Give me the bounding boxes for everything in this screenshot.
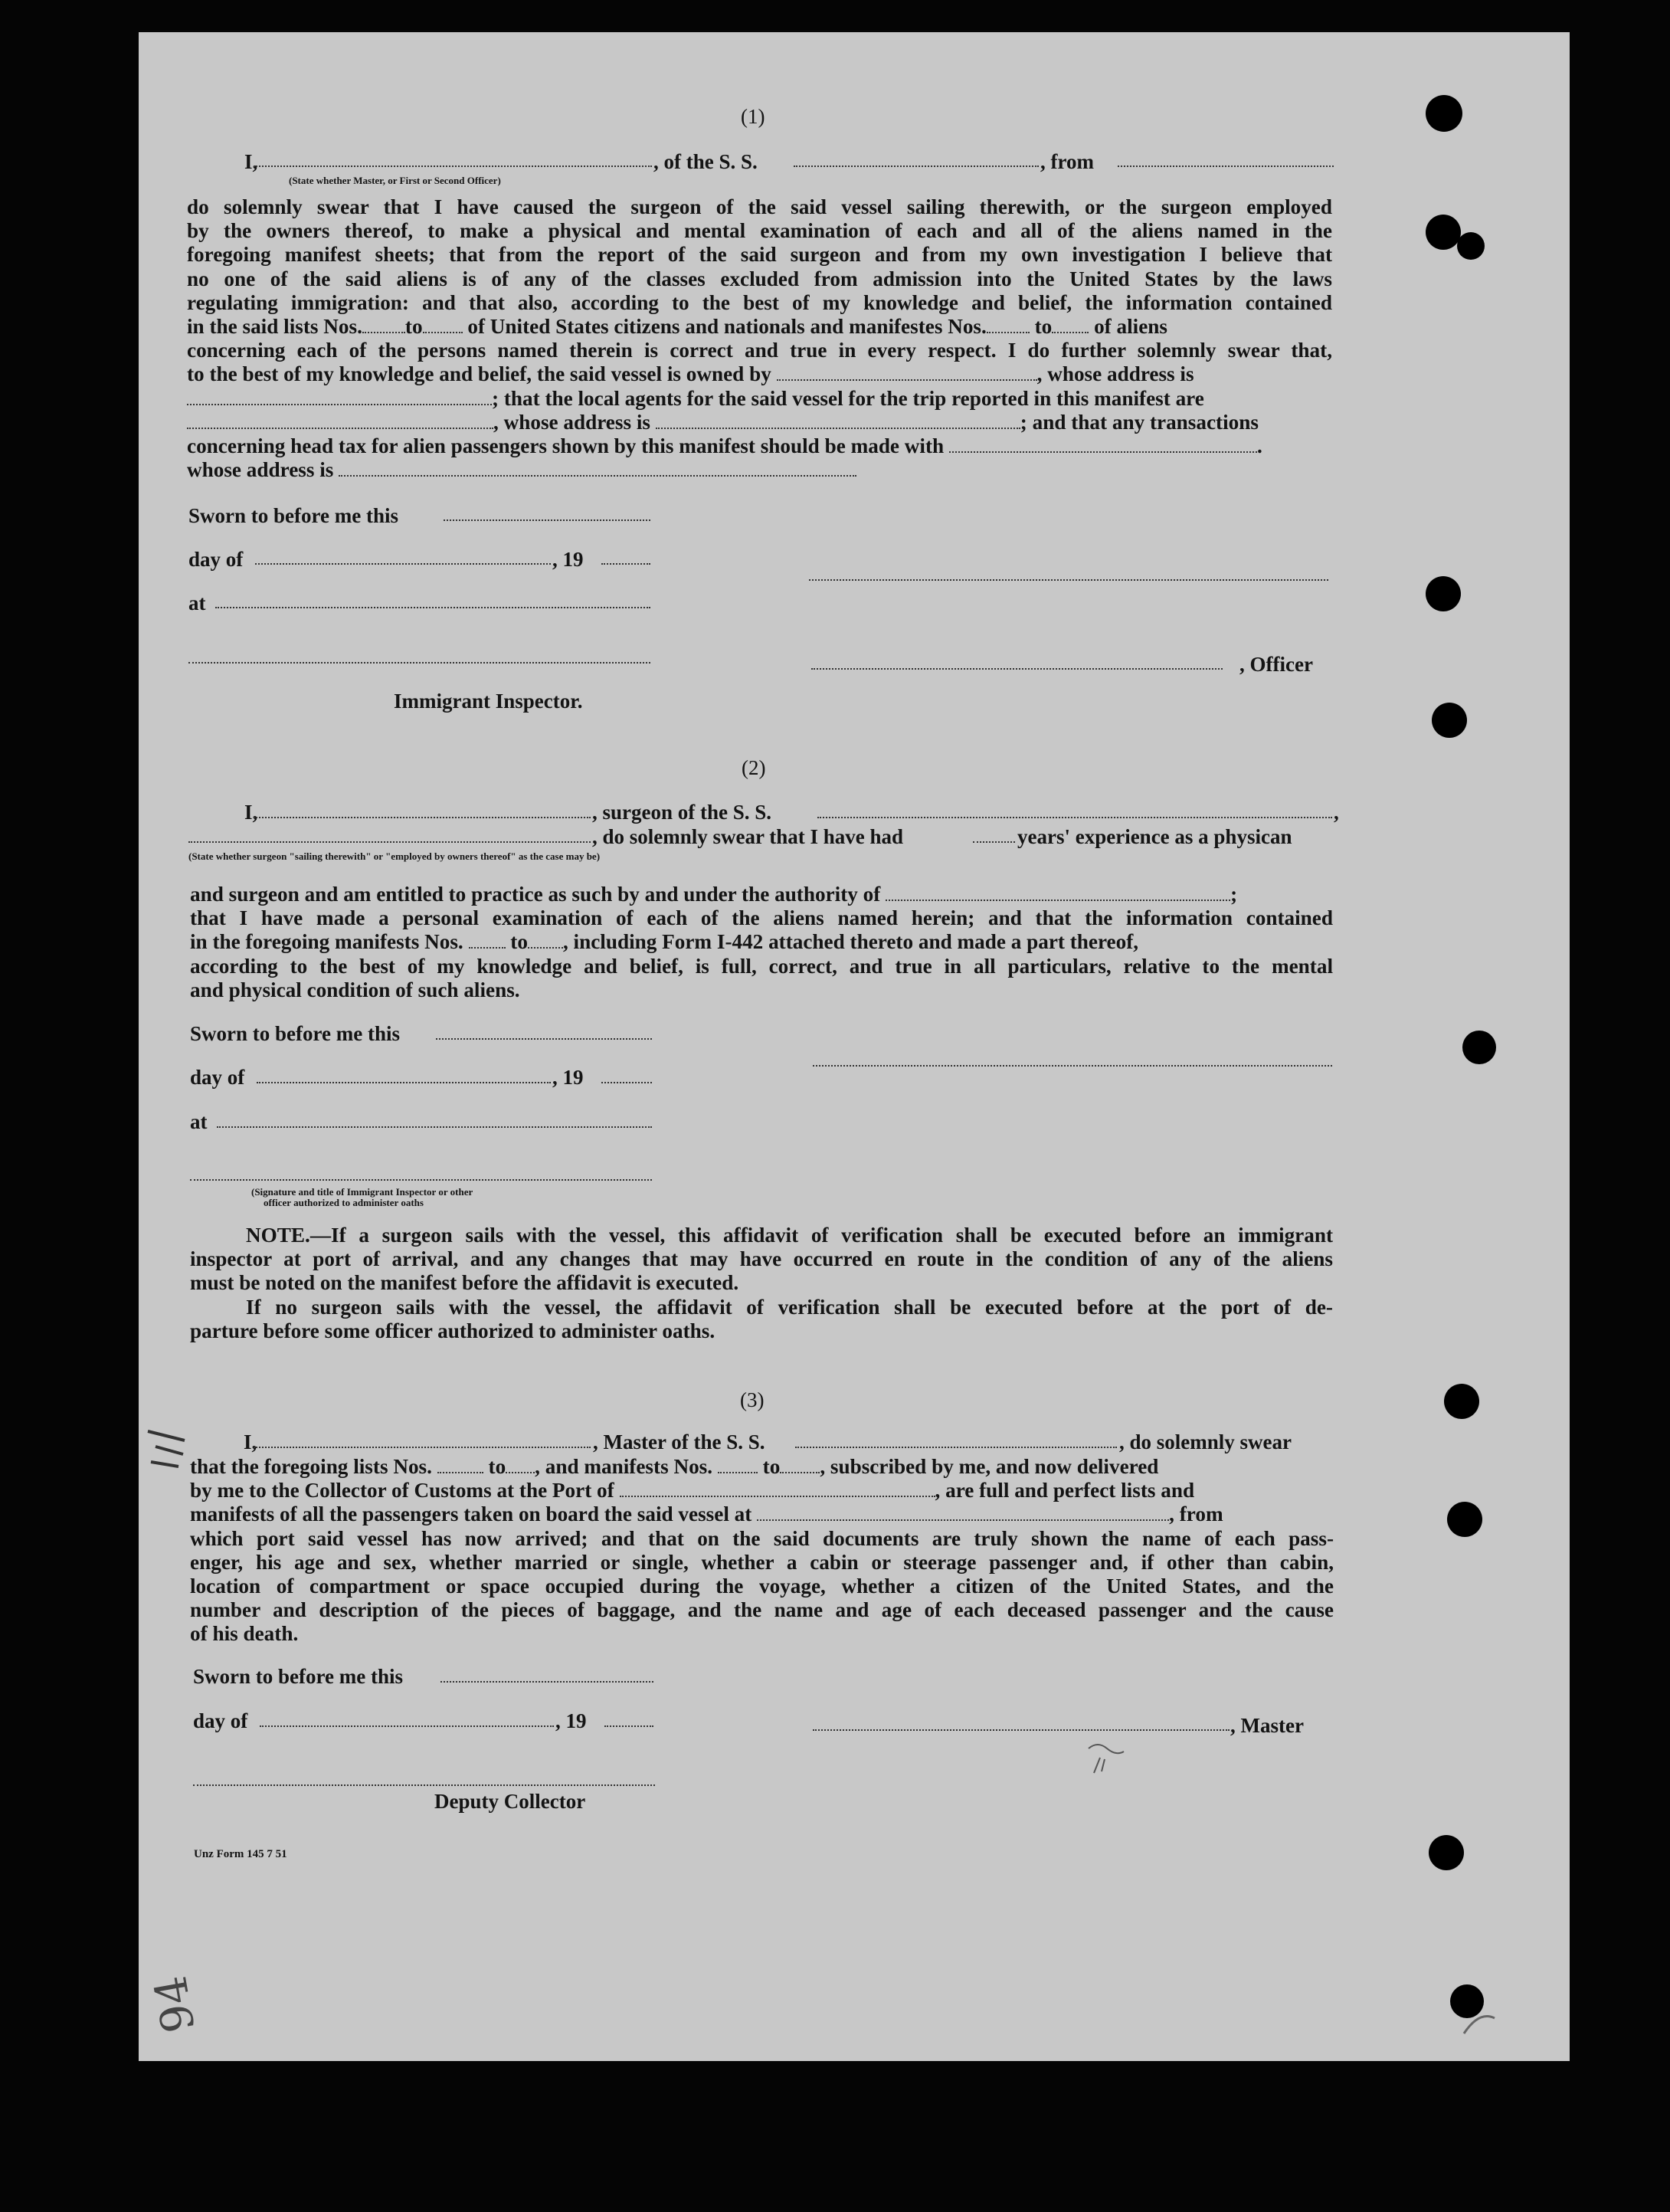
punch-hole <box>1426 576 1461 611</box>
section-1-number: (1) <box>741 105 765 128</box>
deputy-collector-label: Deputy Collector <box>434 1790 586 1813</box>
master-of-label: , Master of the S. S. <box>593 1430 765 1453</box>
signature-note-2: officer authorized to administer oaths <box>264 1197 424 1208</box>
document-page <box>139 32 1570 2061</box>
year-label-3: , 19 <box>555 1709 587 1732</box>
sworn-label-1: Sworn to before me this <box>188 504 398 527</box>
swear-label-2: , do solemnly swear that I have had <box>592 825 904 848</box>
at-label-1: at <box>188 592 206 614</box>
handwritten-scribbles <box>139 32 1570 2061</box>
year-label-2: , 19 <box>552 1066 584 1089</box>
section-1-i: I, <box>244 150 258 173</box>
surgeon-of-label: , surgeon of the S. S. <box>592 801 772 824</box>
form-identifier: Unz Form 145 7 51 <box>194 1848 287 1860</box>
punch-hole <box>1426 215 1461 250</box>
punch-hole <box>1447 1502 1482 1537</box>
day-of-label-1: day of <box>188 548 244 571</box>
from-label: , from <box>1040 150 1094 173</box>
surgeon-note-paragraph: NOTE.—If a surgeon sails with the vessel, this affidavit of verification shall be executed before an immigrant inspector at port of arrival, and any changes that may have occurred en route in the condition of any of the aliens must be noted on the manifest before the affidavit is executed. If no surgeon sails with the vessel, the affidavit of verification shall be executed before at the port of de- parture before some officer authorized to administer oaths. <box>190 1224 1333 1342</box>
immigrant-inspector-label: Immigrant Inspector. <box>394 690 583 713</box>
day-of-label-2: day of <box>190 1066 245 1089</box>
section-1-body: do solemnly swear that I have caused the surgeon of the said vessel sailing therewith, or the surgeon employed by the owners thereof, to make a physical and mental examination of each and all of the aliens named in the foregoing manifest sheets; that from the report of the said surgeon and from my own investigation I believe that no one of the said aliens is of any of the classes excluded from admission into the United States by the laws regulating immigration: and that also, according to the best of my knowledge and belief, the information contained in the said lists Nos. to of United States citizens and nationals and manifestes Nos. to of aliens concerning each of the persons named therein is correct and true in every respect. I do further solemnly swear that, to the best of my knowledge and belief, the said vessel is owned by , whose address is ; that the local agents for the said vessel for the trip reported in this manifest are , whose address is ; and that any transactions concerning head tax for alien passengers shown by this manifest should be made with . whose address is <box>187 195 1332 482</box>
officer-label: , Officer <box>1239 653 1313 676</box>
punch-hole <box>1457 232 1485 260</box>
signature-note-1: (Signature and title of Immigrant Inspector or other <box>251 1186 473 1198</box>
section-3-number: (3) <box>740 1388 765 1411</box>
punch-hole <box>1426 95 1462 132</box>
officer-note: (State whether Master, or First or Second Officer) <box>289 175 501 186</box>
section-2-i: I, <box>244 801 258 824</box>
punch-hole <box>1450 1984 1484 2018</box>
years-label: years' experience as a physican <box>1017 825 1292 848</box>
punch-hole <box>1432 703 1467 738</box>
of-the-ss-label: , of the S. S. <box>653 150 758 173</box>
sworn-label-3: Sworn to before me this <box>193 1665 403 1688</box>
comma-2: , <box>1334 801 1339 824</box>
swear-label-3: , do solemnly swear <box>1119 1430 1292 1453</box>
section-3-body: that the foregoing lists Nos. to , and manifests Nos. to , subscribed by me, and now delivered by me to the Collector of Customs at the Port of , are full and perfect lists and manifests of all the passengers taken on board the said vessel at , from which port said vessel has now arrived; and that on the said documents are truly shown the name of each pass- enger, his age and sex, whether married or single, whether a cabin or steerage passenger and, if other than cabin, location of compartment or space occupied during the voyage, whether a citizen of the United States, and the number and description of the pieces of baggage, and the name and age of each deceased passenger and the cause of his death. <box>190 1455 1334 1646</box>
section-3-i: I, <box>244 1430 257 1453</box>
sworn-label-2: Sworn to before me this <box>190 1022 400 1045</box>
punch-hole <box>1462 1031 1496 1064</box>
day-of-label-3: day of <box>193 1709 248 1732</box>
master-label: , Master <box>1230 1714 1304 1737</box>
year-label-1: , 19 <box>552 548 584 571</box>
punch-hole <box>1444 1384 1479 1419</box>
section-2-number: (2) <box>742 756 766 779</box>
section-2-body: and surgeon and am entitled to practice as such by and under the authority of ; that I have made a personal examination of each of the aliens named herein; and that the information contained in the foregoing manifests Nos. to , including Form I-442 attached thereto and made a part thereof, according to the best of my knowledge and belief, is full, correct, and true in all particulars, relative to the mental and physical condition of such aliens. <box>190 883 1333 1001</box>
margin-handwritten-number: 94 <box>144 1971 205 2037</box>
punch-hole <box>1429 1835 1464 1870</box>
surgeon-note: (State whether surgeon "sailing therewith" or "employed by owners thereof" as the case may be) <box>188 850 601 862</box>
at-label-2: at <box>190 1110 208 1133</box>
